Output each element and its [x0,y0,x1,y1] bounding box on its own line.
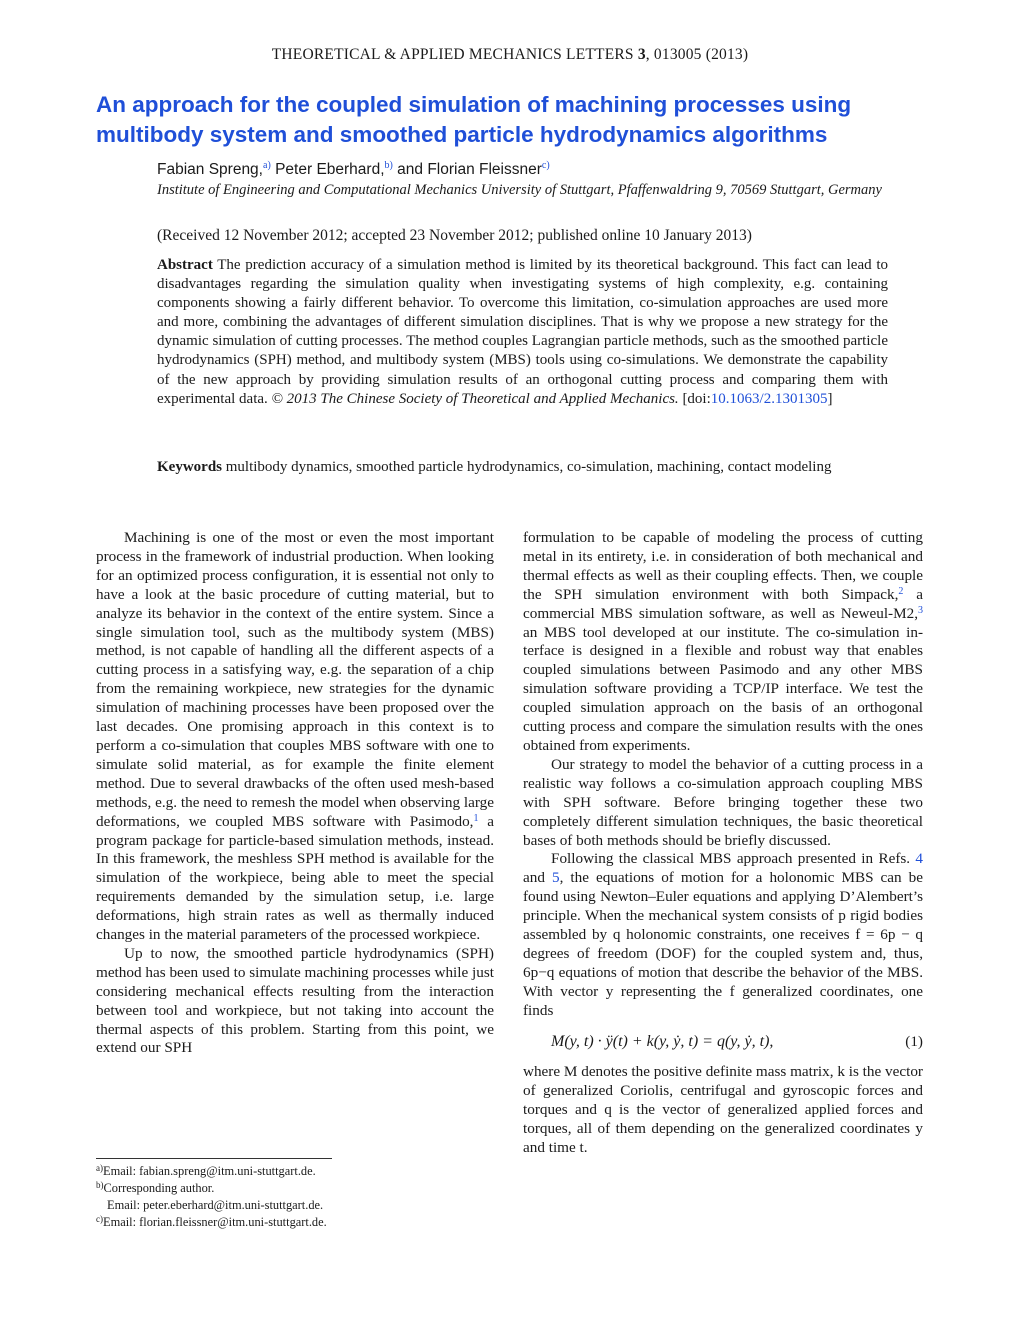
equation [523,1033,923,1052]
paragraph [523,529,923,756]
author-name: Peter Eberhard, [270,161,385,178]
reference-link[interactable]: 2 [898,585,904,597]
paragraph-text: formulation to be capable of modeling the process of cutting metal in its entirety, i.e. in consideration of both mechanical and thermal effects as well as their coupling effects. Then, we couple the SPH simulation environment with both Simpack, [523,529,923,603]
footnote-text[interactable]: Email: fabian.spreng@itm.uni-stuttgart.de. [103,1164,316,1178]
doi-link[interactable]: 10.1063/2.1301305 [710,390,828,407]
keywords [157,458,888,477]
footnote-mark: a) [96,1163,103,1173]
reference-link[interactable]: 5 [551,869,560,887]
abstract-text: The prediction accuracy of a simulation method is limited by its theoretical background. This fact can lead to disadvantages regarding the simulation quality when investigating systems of high complexity, e.g. containing components showing a fairly different behavior. To overcome this limitation, co-simulation approaches are used more and more, combining the advantages of different simulation disciplines. That is why we propose a new strategy for the dynamic simulation of cutting processes. The method couples Lagrangian particle methods, such as the smoothed particle hydrodynamics (SPH) method, and multibody system (MBS) tools using co-simulations. We demonstrate the capability of the new approach by providing simulation results of an orthogonal cutting process and comparing them with experimental data. [157,257,888,407]
left-column [96,529,494,1058]
journal-name: THEORETICAL & APPLIED MECHANICS LETTERS [271,46,634,63]
paragraph-text: a program package for particle-based simulation methods, instead. In this framework, the meshless SPH method is available for the simulation of the workpiece, being able to meet the special requirements demanded by the simulation setup, i.e. large deformations, high strain rates as well as thermally induced changes in the material parameters of the processed workpiece. [96,812,495,944]
abstract-label: Abstract [157,257,213,273]
author-mark[interactable]: c) [541,160,550,171]
equation-number: (1) [905,1032,923,1050]
author-mark[interactable]: a) [263,160,271,171]
paragraph [96,529,494,945]
affiliation: Institute of Engineering and Computational Mechanics University of Stuttgart, Pfaffenwaldring 9, 70569 Stuttgart, Germany [157,182,882,198]
reference-link[interactable]: 3 [918,604,923,616]
equation-body: M(y, t) · ÿ(t) + k(y, ẏ, t) = q(y, ẏ, t), [551,1032,774,1050]
footnotes [96,1163,516,1231]
paragraph: where M denotes the positive definite mass matrix, k is the vector of generalized Coriolis, centrifugal and gyroscopic forces and torques and q is the vector of generalized applied forces and torques, all of them depending on the generalized coordinates y and time t. [523,1063,923,1157]
right-column [523,529,923,1158]
keywords-label: Keywords [157,459,222,475]
abstract [157,256,888,409]
author-name: Fabian Spreng, [157,161,263,178]
paragraph-text: , the equations of motion for a holonomic MBS can be found using Newton–Euler equations and applying D’Alembert’s principle. When the mechanical system consists of p rigid bodies assembled by q holonomic constraints, one receives f = 6p − q degrees of freedom (DOF) for the coupled system and, thus, 6p−q equations of motion that describe the behavior of the MBS. With vector y representing the f generalized coordinates, one finds [523,869,923,1019]
paragraph-text: an MBS tool developed at our institute. The co-simulation interface is designed in a flexible and robust way that enables coupled simulations between Pasimodo and any other MBS simulation software providing a TCP/IP interface. We test the coupled simulation approach on the basis of an orthogonal cutting process and compare the simulation results with the ones obtained from experiments. [523,623,923,754]
keywords-text: multibody dynamics, smoothed particle hydrodynamics, co-simulation, machining, contact modeling [222,459,832,475]
received-dates: (Received 12 November 2012; accepted 23 November 2012; published online 10 January 2013) [157,227,752,244]
copyright-notice: © 2013 The Chinese Society of Theoretical and Applied Mechanics. [271,390,679,407]
footnote-mark: b) [96,1180,104,1190]
doi-suffix: ] [827,390,833,407]
footnote [96,1214,516,1231]
author-name: and Florian Fleissner [392,161,542,178]
author-mark[interactable]: b) [384,160,393,171]
paragraph-text: a commercial MBS simulation software, as well as Neweul-M2, [523,585,923,622]
paragraph-text: and [523,869,552,887]
reference-link[interactable]: 1 [473,812,479,824]
footnote [96,1197,516,1214]
footnote [96,1180,516,1197]
paragraph-text: Following the classical MBS approach presented in Refs. [551,850,916,868]
footnote-divider [96,1158,332,1159]
footnote-mark: c) [96,1214,103,1224]
journal-header [0,46,1020,64]
paragraph: Up to now, the smoothed particle hydrodynamics (SPH) method has been used to simulate machining processes while just considering mechanical effects resulting from the interaction between tool and workpiece, but not taking into account the thermal aspects of this problem. Starting from this point, we extend our SPH [96,944,494,1057]
paragraph-text: Machining is one of the most or even the most important process in the framework of industrial production. When looking for an optimized process configuration, it is essential not only to have a look at the basic procedure of cutting material, but to analyze its behavior in the context of the entire system. Since a single simulation tool, such as the multibody system (MBS) method, is not capable of handling all the different aspects of a cutting process in a satisfying way, e.g. the separation of a chip from the remaining workpiece, new strategies for the dynamic simulation of machining processes have been proposed over the last decades. One promising approach in this context is to perform a co-simulation that couples MBS software with one to simulate solid material, as for example the finite element method. Due to several drawbacks of the often used mesh-based methods, e.g. the need to remesh the model when observing large deformations, we coupled MBS software with Pasimodo, [96,529,494,830]
author-list [157,160,550,179]
paragraph: Our strategy to model the behavior of a cutting process in a realistic way follows a co-simulation approach coupling MBS with SPH software. Before bringing together these two completely different simulation techniques, the basic theoretical bases of both methods should be briefly discussed. [523,755,923,849]
footnote [96,1163,516,1180]
reference-link[interactable]: 4 [915,850,923,868]
doi-prefix: [doi: [678,390,711,407]
footnote-text[interactable]: Email: peter.eberhard@itm.uni-stuttgart.de. [107,1198,324,1212]
footnote-text[interactable]: Email: florian.fleissner@itm.uni-stuttgart.de. [103,1215,327,1229]
footnote-text: Corresponding author. [103,1181,215,1195]
paper-title: An approach for the coupled simulation of machining processes using multibody system and smoothed particle hydrodynamics algorithms [96,92,852,147]
journal-citation: , 013005 (2013) [645,46,749,63]
paragraph [523,850,923,1020]
journal-volume: 3 [637,46,646,63]
